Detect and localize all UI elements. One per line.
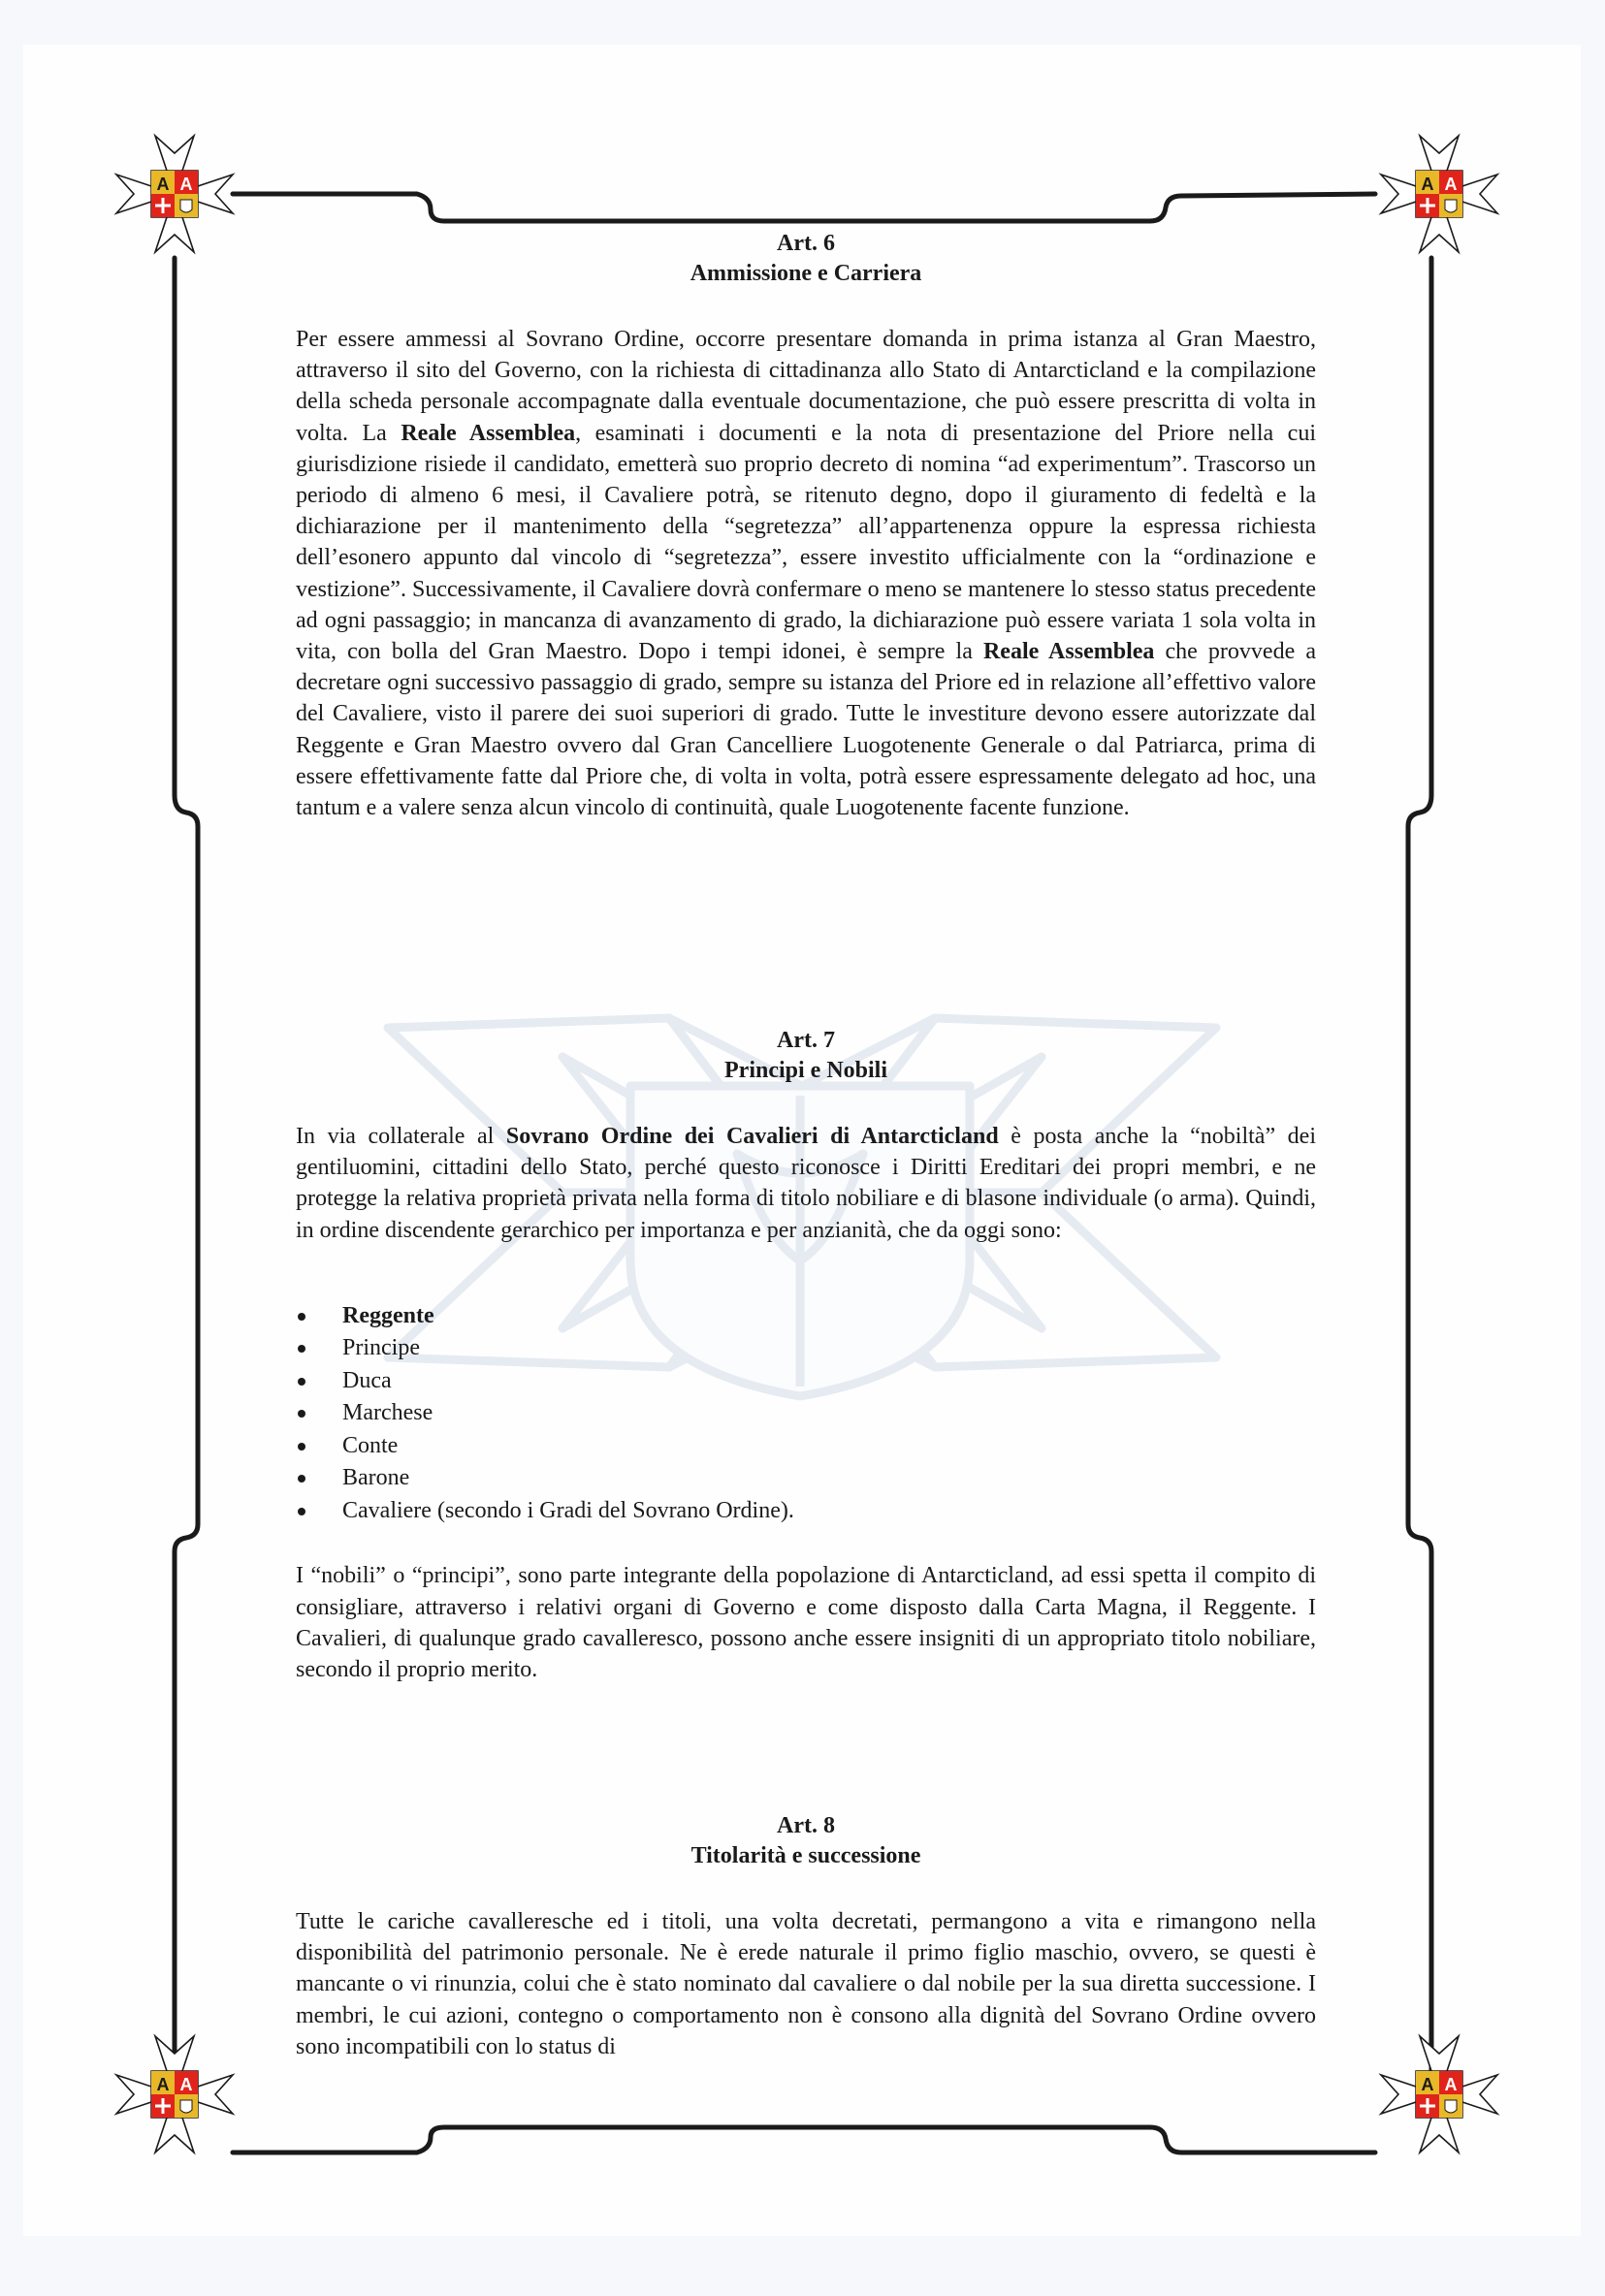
corner-emblem-icon: [1373, 2028, 1505, 2160]
text-run: che provvede a decretare ogni successivo passaggio di grado, sempre su istanza del Priore ed in relazione all’effettivo valore del Cavaliere, visto il parere dei suoi superiori di grado. Tutte le investiture devono essere autorizzate dal Reggente e Gran Maestro ovvero dal Gran Cancelliere Luogotenente Generale o dal Patriarca, prima di essere effettivamente fatte dal Priore che, di volta in volta, potrà essere espressamente delegato ad hoc, una tantum e a valere senza alcun vincolo di continuità, quale Luogotenente facente funzione.: [296, 639, 1316, 821]
list-item: Cavaliere (secondo i Gradi del Sovrano Ordine).: [296, 1495, 1316, 1528]
svg-text:A: A: [179, 2075, 193, 2094]
text-run: Per essere ammessi al Sovrano Ordine, occorre presentare domanda in prima istanza al Gran Maestro, attraverso il sito del Governo, con la richiesta di cittadinanza allo Stato di Antarcticland e la compilazione della scheda personale accompagnate dalla eventuale documentazione, che può essere prescritta di volta in volta. La: [296, 327, 1316, 446]
article-7-paragraph-2: I “nobili” o “principi”, sono parte integrante della popolazione di Antarcticland, ad essi spetta il compito di consigliare, attraverso i relativi organi di Governo e come disposto dalla Carta Magna, il Reggente. I Cavalieri, di qualunque grado cavalleresco, possono anche essere insigniti di un appropriato titolo nobiliare, secondo il proprio merito.: [296, 1563, 1316, 1682]
svg-text:A: A: [1444, 2075, 1458, 2094]
text-run: , esaminati i documenti e la nota di presentazione del Priore nella cui giurisdizione risiede il candidato, emetterà suo proprio decreto di nomina “ad experimentum”. Trascorso un periodo di almeno 6 mesi, il Cavaliere potrà, se ritenuto degno, dopo il giuramento di fedeltà e la dichiarazione per il mantenimento della “segretezza” all’appartenenza oppure la espressa richiesta dell’esonero appunto dal vincolo di “segretezza”, essere investito ufficialmente con la “ordinazione e vestizione”. Successivamente, il Cavaliere dovrà confermare o meno se mantenere lo stesso status precedente ad ogni passaggio; in mancanza di avanzamento di grado, la dichiarazione può essere variata 1 sola volta in vita, con bolla del Gran Maestro. Dopo i tempi idonei, è sempre la: [296, 420, 1316, 665]
article-8-title: Art. 8: [777, 1813, 835, 1838]
list-item: Barone: [296, 1462, 1316, 1495]
corner-emblem-icon: [1373, 128, 1505, 260]
ranks-list: [296, 1300, 1316, 1528]
list-item: Marchese: [296, 1397, 1316, 1430]
list-item: Duca: [296, 1365, 1316, 1398]
svg-text:A: A: [1421, 175, 1434, 194]
article-6: [296, 229, 1316, 823]
article-7-subtitle: Principi e Nobili: [724, 1058, 887, 1083]
article-7-title: Art. 7: [777, 1028, 835, 1053]
article-7-paragraph-1: [296, 1121, 1316, 1246]
corner-emblem-icon: [109, 128, 241, 260]
bold-run: Reale Assemblea: [982, 639, 1155, 665]
text-run: In via collaterale al: [296, 1124, 506, 1149]
svg-text:A: A: [1421, 2075, 1434, 2094]
bold-run: Reale Assemblea: [401, 420, 576, 446]
svg-text:A: A: [1444, 175, 1458, 194]
article-8-subtitle: Titolarità e successione: [690, 1843, 921, 1868]
article-7: [296, 1026, 1316, 1685]
list-item: Principe: [296, 1332, 1316, 1365]
bold-run: Sovrano Ordine dei Cavalieri di Antarcticland: [505, 1124, 999, 1149]
svg-text:A: A: [156, 175, 170, 194]
list-item: Conte: [296, 1430, 1316, 1463]
svg-text:A: A: [156, 2075, 170, 2094]
article-8-paragraph: Tutte le cariche cavalleresche ed i titoli, una volta decretati, permangono a vita e rimangono nella disponibilità del patrimonio personale. Ne è erede naturale il primo figlio maschio, ovvero, se questi è mancante o vi rinunzia, colui che è stato nominato dal cavaliere o dal nobile per la sua diretta successione. I membri, le cui azioni, contegno o comportamento non è consono alla dignità del Sovrano Ordine ovvero sono incompatibili con lo status di: [296, 1909, 1316, 2059]
article-6-title: Art. 6: [777, 231, 835, 256]
svg-text:A: A: [179, 175, 193, 194]
article-6-paragraph: [296, 324, 1316, 823]
text-run: è posta anche la “nobiltà” dei gentiluomini, cittadini dello Stato, perché questo riconosce i Diritti Ereditari dei propri membri, e ne protegge la relativa proprietà privata nella forma di titolo nobiliare e di blasone individuale (o arma). Quindi, in ordine discendente gerarchico per importanza e per anzianità, che da oggi sono:: [296, 1124, 1317, 1243]
corner-emblem-icon: [109, 2028, 241, 2160]
list-item: Reggente: [296, 1300, 1316, 1333]
article-6-subtitle: Ammissione e Carriera: [690, 261, 922, 286]
article-8: [296, 1811, 1316, 2062]
